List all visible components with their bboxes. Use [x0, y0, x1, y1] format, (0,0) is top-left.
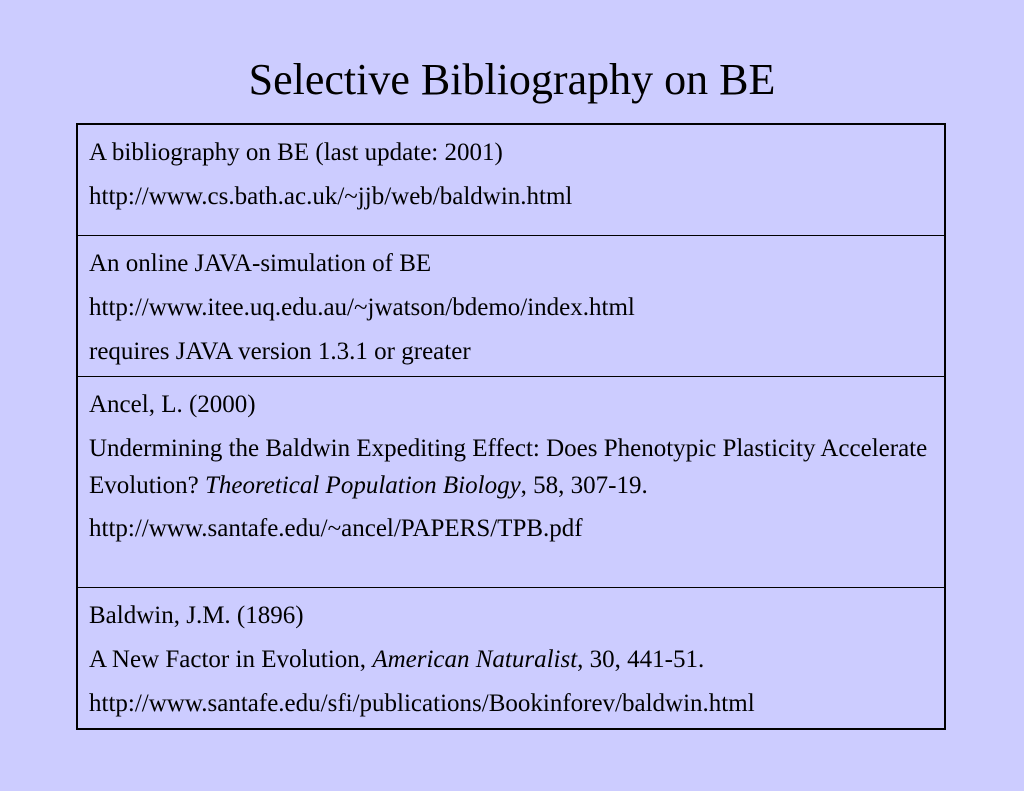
- entry-heading: An online JAVA-simulation of BE: [89, 250, 432, 277]
- bibliography-entry: [78, 587, 944, 728]
- entry-heading: A bibliography on BE (last update: 2001): [89, 139, 503, 166]
- citation-journal: Theoretical Population Biology: [204, 472, 521, 499]
- citation-details: , 58, 307-19.: [520, 472, 648, 499]
- bibliography-entry: [78, 235, 944, 376]
- entry-url[interactable]: http://www.santafe.edu/~ancel/PAPERS/TPB.pdf: [89, 515, 583, 542]
- bibliography-table: [76, 123, 946, 730]
- bibliography-entry: [78, 125, 944, 235]
- entry-citation: [89, 430, 934, 504]
- citation-details: , 30, 441-51.: [577, 646, 705, 673]
- slide-title: Selective Bibliography on BE: [248, 55, 776, 104]
- bibliography-entry: [78, 376, 944, 587]
- citation-title: Undermining the Baldwin Expediting Effect: Does Phenotypic Plasticity Accelerate Evolution?: [89, 435, 928, 499]
- entry-url[interactable]: http://www.itee.uq.edu.au/~jwatson/bdemo/index.html: [89, 294, 635, 321]
- entry-url[interactable]: http://www.santafe.edu/sfi/publications/Bookinforev/baldwin.html: [89, 690, 755, 717]
- entry-citation: [89, 641, 934, 679]
- entry-heading: Baldwin, J.M. (1896): [89, 602, 304, 629]
- entry-note: requires JAVA version 1.3.1 or greater: [89, 338, 471, 365]
- entry-url[interactable]: http://www.cs.bath.ac.uk/~jjb/web/baldwin.html: [89, 183, 573, 210]
- citation-journal: American Naturalist: [372, 646, 578, 673]
- entry-heading: Ancel, L. (2000): [89, 391, 256, 418]
- citation-title: A New Factor in Evolution,: [89, 646, 373, 673]
